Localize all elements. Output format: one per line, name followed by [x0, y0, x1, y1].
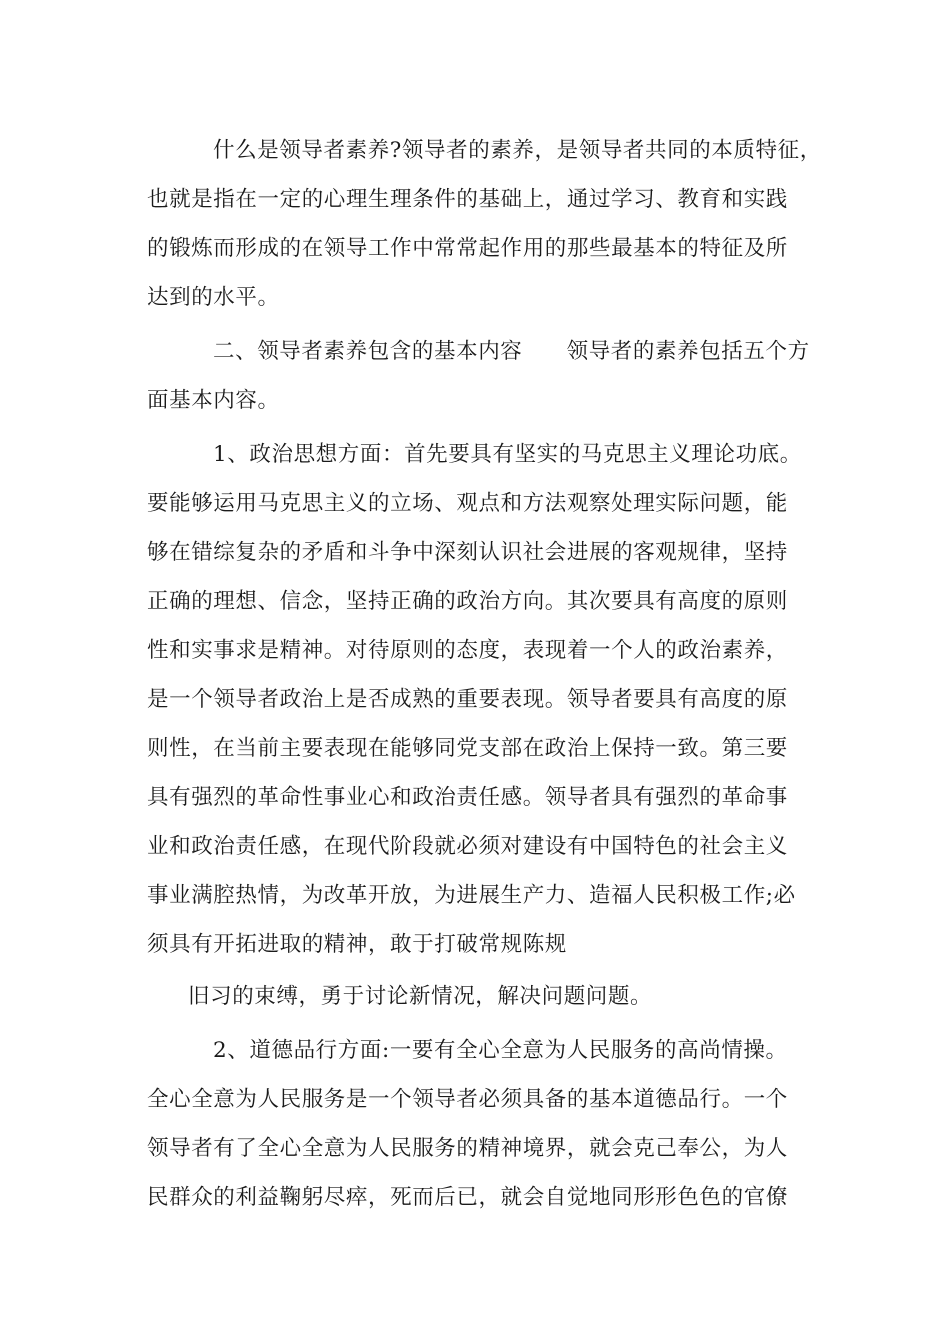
text-line: 事业满腔热情，为改革开放，为进展生产力、造福人民积极工作;必 [147, 883, 796, 908]
text-line: 业和政治责任感，在现代阶段就必须对建设有中国特色的社会主义 [147, 834, 788, 859]
text-line: 达到的水平。 [147, 285, 280, 310]
text-line: 什么是领导者素养?领导者的素养，是领导者共同的本质特征， [213, 138, 822, 163]
text-line: 也就是指在一定的心理生理条件的基础上，通过学习、教育和实践 [147, 187, 788, 212]
text-line: 1、政治思想方面：首先要具有坚实的马克思主义理论功底。 [213, 442, 802, 467]
text-line: 2、道德品行方面:一要有全心全意为人民服务的高尚情操。 [213, 1038, 788, 1063]
text-line: 性和实事求是精神。对待原则的态度，表现着一个人的政治素养， [147, 638, 788, 663]
text-line: 够在错综复杂的矛盾和斗争中深刻认识社会进展的客观规律，坚持 [147, 540, 788, 565]
text-line: 的锻炼而形成的在领导工作中常常起作用的那些最基本的特征及所 [147, 236, 788, 261]
text-line: 民群众的利益鞠躬尽瘁，死而后已，就会自觉地同形形色色的官僚 [147, 1185, 788, 1210]
text-line: 面基本内容。 [147, 388, 280, 413]
text-line: 具有强烈的革命性事业心和政治责任感。领导者具有强烈的革命事 [147, 785, 788, 810]
text-line: 正确的理想、信念，坚持正确的政治方向。其次要具有高度的原则 [147, 589, 788, 614]
text-line: 领导者有了全心全意为人民服务的精神境界，就会克己奉公，为人 [147, 1136, 788, 1161]
section-heading: 二、领导者素养包含的基本内容 领导者的素养包括五个方 [213, 339, 810, 364]
text-line: 须具有开拓进取的精神，敢于打破常规陈规 [147, 932, 567, 957]
text-line: 要能够运用马克思主义的立场、观点和方法观察处理实际问题，能 [147, 491, 788, 516]
text-line: 则性，在当前主要表现在能够同党支部在政治上保持一致。第三要 [147, 736, 788, 761]
text-line: 是一个领导者政治上是否成熟的重要表现。领导者要具有高度的原 [147, 687, 788, 712]
text-line: 旧习的束缚，勇于讨论新情况，解决问题问题。 [188, 984, 653, 1009]
text-line: 全心全意为人民服务是一个领导者必须具备的基本道德品行。一个 [147, 1087, 788, 1112]
